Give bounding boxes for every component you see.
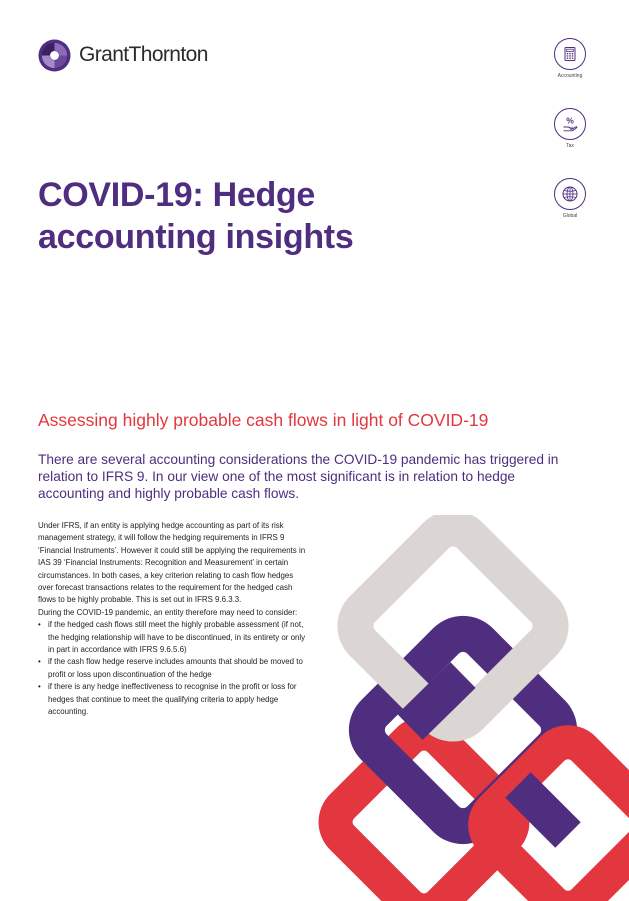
category-label: Global xyxy=(562,213,578,219)
category-tax[interactable] xyxy=(550,108,590,149)
category-label: Accounting xyxy=(557,73,583,79)
brand-name: GrantThornton xyxy=(79,43,208,66)
consideration-list xyxy=(38,619,310,718)
lead-paragraph: There are several accounting considerations the COVID-19 pandemic has triggered in relation to IFRS 9. In our view one of the most significant is in relation to hedge accounting and highly probable cash flows. xyxy=(38,452,559,501)
body-paragraph: Under IFRS, if an entity is applying hedge accounting as part of its risk management strategy, it will follow the hedging requirements in IFRS 9 ‘Financial Instruments’. However it could still be applying the requirements in IAS 39 ‘Financial Instruments: Recognition and Measurement’ in certain circumstances. In both cases, a key criterion relating to cash flow hedges over forecast transactions relates to the requirement for the hedged cash flows to be highly probable. This is set out in IFRS 9.6.3.3. xyxy=(38,521,306,605)
category-accounting[interactable] xyxy=(550,38,590,79)
category-label: Tax xyxy=(566,143,574,149)
brand-logo xyxy=(38,38,208,72)
page-title: COVID-19: Hedge accounting insights xyxy=(38,176,354,256)
body-text xyxy=(38,520,310,719)
calculator-icon xyxy=(562,46,578,62)
category-global[interactable] xyxy=(550,178,590,219)
list-item: • if the hedged cash flows still meet the highly probable assessment (if not, the hedging relationship will have to be discontinued, in its entirety or only in part in accordance with IFRS 9.6.5.6) xyxy=(38,619,310,656)
body-paragraph: During the COVID-19 pandemic, an entity therefore may need to consider: xyxy=(38,607,298,617)
section-heading: Assessing highly probable cash flows in light of COVID-19 xyxy=(38,410,489,430)
svg-text:%: % xyxy=(566,115,574,126)
list-item: • if the cash flow hedge reserve includes amounts that should be moved to profit or loss upon discontinuation of the hedge xyxy=(38,656,310,681)
chain-links-graphic xyxy=(318,515,629,901)
percent-hand-icon xyxy=(561,115,579,133)
globe-icon xyxy=(561,185,579,203)
grant-thornton-logo-icon xyxy=(38,39,71,72)
list-item: • if there is any hedge ineffectiveness to recognise in the profit or loss for hedges that continue to meet the qualifying criteria to apply hedge accounting. xyxy=(38,681,310,718)
